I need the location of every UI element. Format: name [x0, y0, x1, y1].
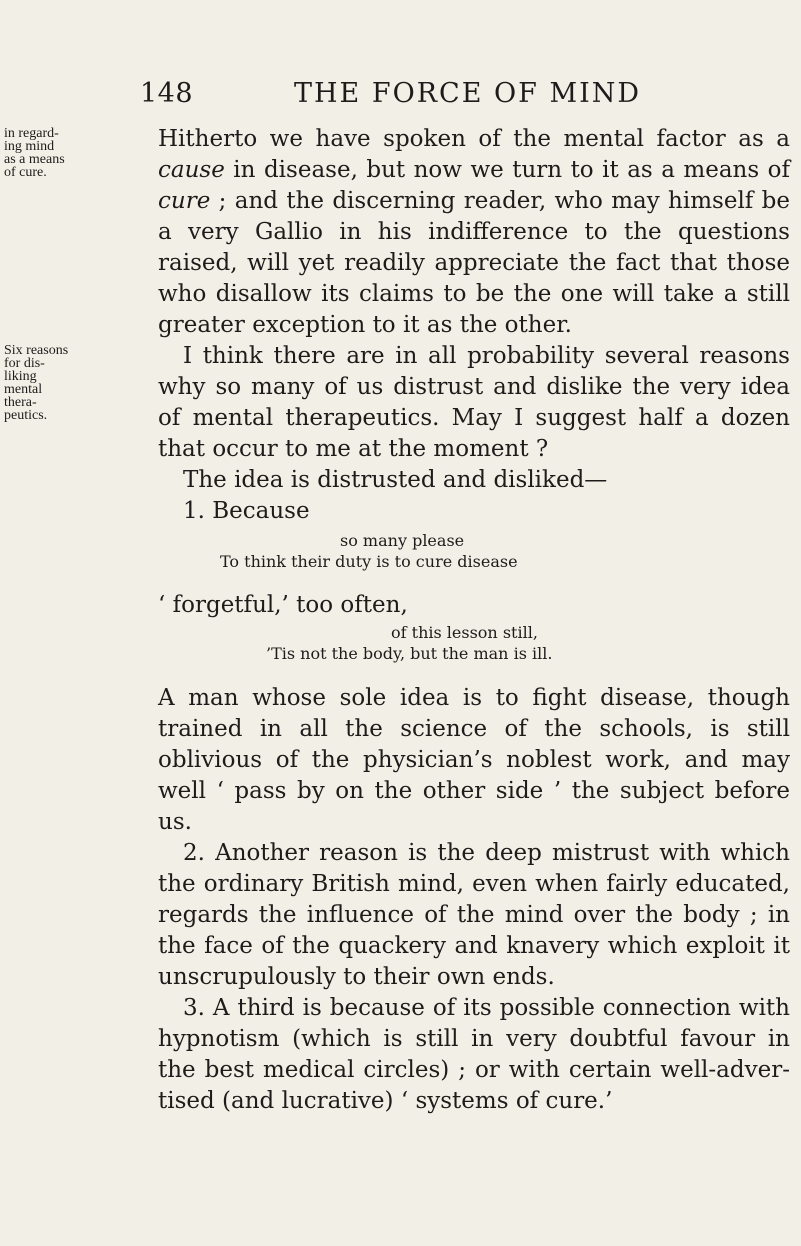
- margin-note-line: in regard-: [4, 126, 59, 141]
- verse-line: of this lesson still,: [391, 623, 538, 642]
- margin-note-line: Six reasons: [4, 343, 69, 358]
- margin-note-line: liking: [4, 369, 37, 384]
- page-number: 148: [140, 78, 194, 109]
- reason-2-paragraph: 2. Another reason is the deep mistrust with which the ordinary British mind, even when fairly educated, regards the influence of the mind over the body ; in the face of the quackery and knavery which exploit it unscrupulously to their own ends.: [158, 840, 790, 990]
- verse-line: so many please: [340, 531, 465, 550]
- verse-line: ’Tis not the body, but the man is ill.: [266, 644, 553, 663]
- margin-note-line: peutics.: [4, 408, 48, 423]
- italic-cause: cause: [158, 157, 225, 183]
- running-title: THE FORCE OF MIND: [294, 78, 642, 109]
- page-header: [0, 78, 801, 118]
- text-run: ; and the discerning reader, who may himself be a very Gallio in his indifference to the questions raised, will yet readily appreciate the fact that those who disallow its claims to be the one will take a still greater exception to it as the other.: [158, 188, 790, 338]
- margin-note-line: as a means: [4, 152, 65, 167]
- text-run: Hitherto we have spoken of the mental factor as a: [158, 126, 790, 152]
- margin-note-line: for dis-: [4, 356, 45, 371]
- margin-note-line: thera-: [4, 395, 37, 410]
- margin-note-line: ing mind: [4, 139, 55, 154]
- paragraph-intro: [158, 124, 790, 341]
- verse-line: To think their duty is to cure disease: [220, 552, 518, 571]
- margin-note-mind-as-cure: [4, 127, 94, 179]
- paragraph-reasons: I think there are in all probability several reasons why so many of us distrust and dislike the very idea of mental therapeutics. May I suggest half a dozen that occur to me at the moment ?: [158, 343, 790, 462]
- paragraph-physician: A man whose sole idea is to fight disease, though trained in all the science of the schools, is still oblivious of the physician’s noblest work, and may well ‘ pass by on the other side ’ the subject before us.: [158, 685, 790, 835]
- margin-note-line: mental: [4, 382, 43, 397]
- verse-quote-2: [158, 621, 790, 683]
- paragraph-forgetful: ‘ forgetful,’ too often,: [158, 592, 408, 618]
- reason-3-paragraph: 3. A third is because of its possible connection with hypnotism (which is still in very doubtful favour in the best medical circles) ; or with certain well-advertised (and lucrative) ‘ systems of cure.’: [158, 995, 790, 1114]
- margin-note-six-reasons: [4, 344, 94, 422]
- margin-note-line: of cure.: [4, 165, 47, 180]
- body-text: [158, 124, 790, 1117]
- verse-quote-1: [158, 527, 790, 590]
- paragraph-distrusted: The idea is distrusted and disliked—: [183, 467, 608, 493]
- text-run: in disease, but now we turn to it as a means of: [224, 157, 790, 183]
- italic-cure: cure: [158, 188, 211, 214]
- reason-1-heading: 1. Because: [183, 498, 310, 524]
